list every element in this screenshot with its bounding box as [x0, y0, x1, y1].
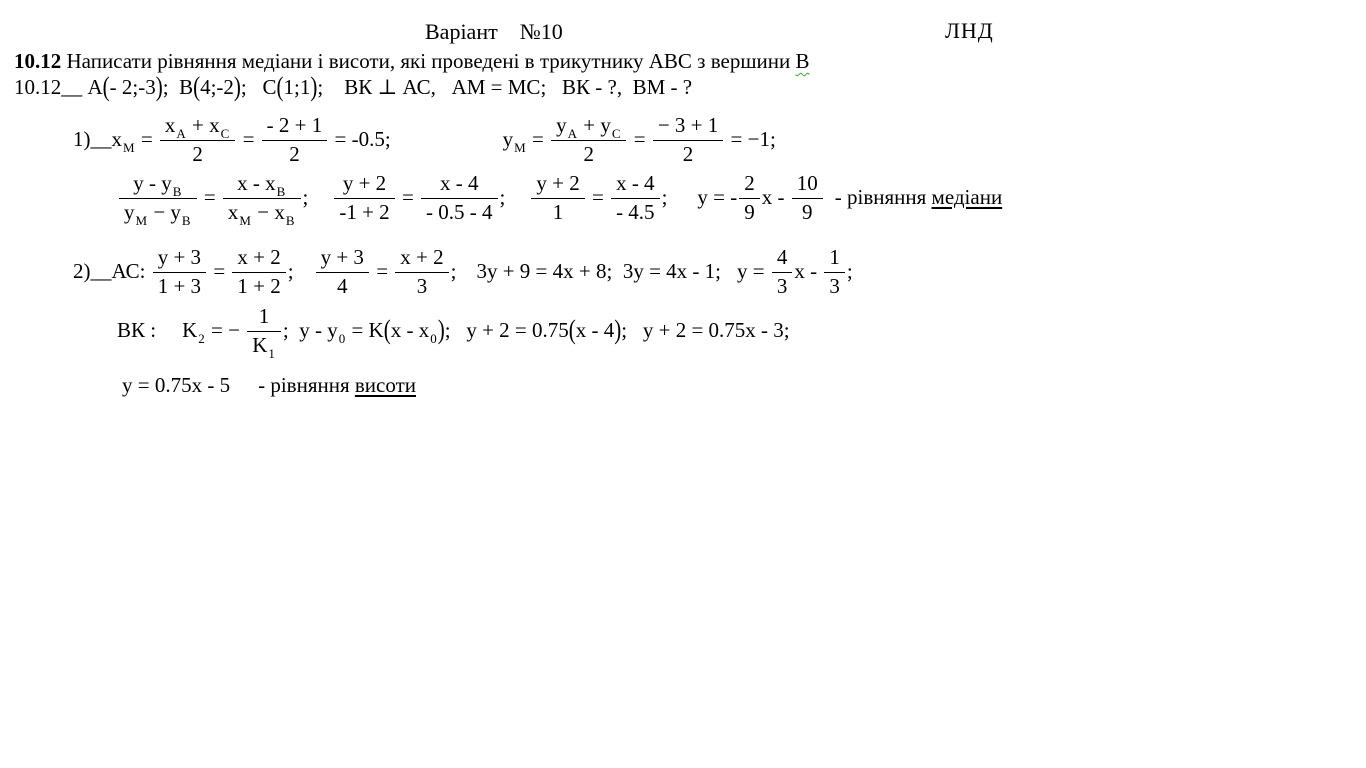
- math-fraction: [792, 172, 823, 224]
- big-paren: ): [437, 313, 445, 346]
- math-sub-base: y: [327, 318, 338, 343]
- math-text: 4: [776, 245, 788, 269]
- math-fraction: [421, 172, 498, 224]
- fraction-denominator: [421, 199, 498, 225]
- math-text: y + 3: [320, 245, 364, 269]
- big-paren: ): [310, 70, 318, 103]
- math-sub-base: K: [252, 332, 268, 357]
- math-text: 9: [802, 199, 813, 224]
- math-text: 1 + 2: [237, 273, 281, 298]
- fraction-numerator: [316, 246, 369, 273]
- fraction-numerator: [551, 114, 626, 141]
- math-subscript: С: [611, 126, 621, 141]
- math-subscript: А: [176, 126, 186, 141]
- math-subscripted: [418, 318, 438, 347]
- math-subscripted: [327, 318, 346, 347]
- fraction-denominator: [153, 273, 206, 299]
- math-fraction: [223, 171, 301, 228]
- math-text: - 0.5 - 4: [426, 199, 493, 224]
- math-text: 1: [829, 245, 840, 269]
- math-text: y + 2: [342, 171, 387, 195]
- problem-statement-line: [14, 49, 809, 74]
- fraction-numerator: [395, 246, 448, 273]
- math-text: −: [251, 199, 275, 224]
- variant-title: Варіант №10: [425, 19, 563, 44]
- math-fraction: [232, 246, 285, 298]
- fraction-numerator: [824, 246, 845, 273]
- math-text: = -0.5;: [329, 127, 391, 152]
- math-text: x - 4: [616, 171, 655, 195]
- math-subscript: С: [220, 126, 230, 141]
- math-subscripted: [556, 113, 578, 141]
- math-sub-base: y: [600, 113, 611, 137]
- math-fraction: [824, 246, 845, 298]
- math-subscript: М: [239, 212, 251, 228]
- math-text: 1): [73, 127, 91, 152]
- math-text: 10: [796, 171, 818, 195]
- math-fraction: [739, 172, 760, 224]
- fraction-denominator: [160, 141, 235, 167]
- math-text: =: [370, 259, 394, 284]
- math-text: 2: [744, 171, 755, 195]
- fraction-denominator: [232, 273, 285, 299]
- math-text: x -: [761, 185, 790, 210]
- height-equation-result: [122, 374, 416, 398]
- math-sub-base: x: [274, 199, 285, 224]
- math-fraction: [316, 246, 369, 298]
- math-fraction: [334, 172, 394, 224]
- math-text: ; С: [240, 75, 277, 99]
- fraction-denominator: [316, 273, 369, 299]
- fraction-numerator: [247, 305, 281, 332]
- fraction-denominator: [262, 141, 328, 167]
- fraction-numerator: [772, 246, 793, 273]
- fraction-denominator: [772, 273, 793, 299]
- fraction-numerator: [232, 246, 285, 273]
- math-fraction: [531, 172, 584, 224]
- spacer: [156, 331, 182, 332]
- fraction-numerator: [153, 246, 206, 273]
- math-text: =: [526, 127, 550, 152]
- step2-line-ac-equation: [73, 246, 853, 298]
- fraction-numerator: [611, 172, 660, 199]
- fraction-denominator: [824, 273, 845, 299]
- math-text: ; ВК ⊥ АС, АМ = МС; ВК - ?, ВМ - ?: [317, 75, 693, 99]
- math-sub-base: x: [227, 199, 239, 224]
- math-sub-base: x: [418, 318, 430, 343]
- step1-median-equation: [117, 171, 1003, 228]
- math-text: = −1;: [725, 127, 776, 152]
- math-text: 1 + 3: [157, 273, 202, 298]
- big-paren: ): [155, 70, 163, 103]
- math-subscript: В: [285, 212, 295, 228]
- math-sub-base: y: [170, 199, 181, 224]
- math-subscript: В: [181, 212, 191, 228]
- fraction-numerator: [739, 172, 760, 199]
- math-text: - рівняння: [834, 185, 932, 210]
- math-subscript: 0: [338, 331, 346, 347]
- math-text: 3: [416, 273, 428, 298]
- given-data-line: [14, 70, 693, 103]
- big-paren: (: [276, 70, 284, 103]
- math-text: 2: [289, 141, 300, 166]
- math-fraction: [160, 114, 235, 166]
- math-text: 10.12: [14, 75, 62, 99]
- math-sub-base: K: [182, 318, 198, 343]
- math-text: __: [61, 75, 83, 99]
- math-subscript: 2: [198, 331, 205, 347]
- math-text: 1: [552, 199, 564, 224]
- math-text: ;: [302, 185, 309, 210]
- math-fraction: [262, 114, 328, 166]
- math-text: ; y + 2 = 0.75: [444, 318, 569, 343]
- math-text: 1;1: [283, 75, 311, 99]
- org-label: ЛНД: [945, 18, 994, 43]
- math-text: x - 4: [575, 318, 615, 343]
- math-subscript: М: [514, 140, 526, 156]
- math-text: ;: [499, 185, 506, 210]
- math-text: = K: [346, 318, 384, 343]
- math-text: =: [198, 185, 221, 210]
- fraction-numerator: [160, 114, 235, 141]
- math-subscript: В: [276, 184, 286, 199]
- math-text: ;: [661, 185, 668, 210]
- math-text: ВК :: [117, 318, 157, 343]
- math-sub-base: x: [209, 113, 220, 137]
- math-fraction: [395, 246, 448, 298]
- math-text: __: [90, 127, 112, 152]
- math-subscripted: [252, 332, 276, 361]
- fraction-denominator: [223, 199, 301, 228]
- math-sub-base: x: [164, 113, 176, 137]
- fraction-denominator: [739, 199, 760, 225]
- fraction-numerator: [119, 172, 197, 199]
- spacer: [456, 272, 476, 273]
- big-paren: ): [614, 313, 622, 346]
- big-paren: (: [383, 313, 391, 346]
- math-fraction: [611, 172, 660, 224]
- fraction-denominator: [792, 199, 823, 225]
- math-text: -1 + 2: [339, 199, 390, 224]
- spacer: [505, 198, 529, 199]
- math-text: −: [148, 199, 171, 224]
- math-fraction: [153, 246, 206, 298]
- math-text: +: [186, 113, 210, 137]
- math-subscript: 1: [268, 345, 275, 361]
- fraction-numerator: [531, 172, 584, 199]
- math-text: y + 2: [536, 171, 580, 195]
- math-text: ; В: [162, 75, 194, 99]
- math-subscripted: [227, 199, 252, 228]
- math-text: 2: [682, 141, 694, 166]
- math-text: 3: [776, 273, 788, 298]
- math-text: 3: [829, 273, 840, 298]
- math-text: x -: [390, 318, 419, 343]
- fraction-denominator: [611, 199, 660, 225]
- math-text: =: [628, 127, 651, 152]
- math-text: y + 3: [157, 245, 202, 269]
- fraction-numerator: [262, 114, 328, 141]
- math-text: x + 2: [400, 245, 444, 269]
- math-text: =: [396, 185, 420, 210]
- math-fraction: [551, 114, 626, 166]
- math-text: =: [586, 185, 610, 210]
- math-subscripted: [161, 171, 182, 199]
- math-text: - рівняння: [258, 373, 355, 397]
- spacer: [294, 272, 314, 273]
- math-text: y =: [737, 259, 770, 284]
- math-text: x -: [794, 259, 823, 284]
- fraction-numerator: [334, 172, 394, 199]
- spacer: [825, 198, 835, 199]
- problem-number: 10.12: [14, 49, 62, 73]
- step1-midpoint-coordinates: [73, 114, 776, 166]
- math-text: ; y + 2 = 0.75x - 3;: [621, 318, 790, 343]
- math-subscripted: [164, 113, 187, 141]
- math-subscript: 0: [430, 331, 437, 347]
- fraction-numerator: [653, 114, 723, 141]
- spacer: [391, 140, 503, 141]
- spacer: [721, 272, 737, 273]
- math-text: - 2;-3: [109, 75, 156, 99]
- math-subscript: М: [123, 140, 135, 156]
- math-text: 2): [73, 259, 91, 284]
- math-text: 3y + 9 = 4x + 8; 3y = 4x - 1;: [476, 259, 722, 284]
- math-text: x + 2: [237, 245, 281, 269]
- fraction-denominator: [334, 199, 394, 225]
- math-text: ;: [287, 259, 294, 284]
- math-text: 2: [192, 141, 203, 166]
- math-text: − 3 + 1: [657, 113, 719, 137]
- math-text: А: [82, 75, 103, 99]
- math-sub-base: y: [124, 199, 135, 224]
- big-paren: (: [102, 70, 110, 103]
- fraction-denominator: [653, 141, 723, 167]
- math-subscript: М: [135, 212, 148, 228]
- step2-height-bk-equation: [117, 304, 790, 361]
- fraction-denominator: [395, 273, 448, 299]
- fraction-numerator: [421, 172, 498, 199]
- underlined-term: висоти: [354, 373, 416, 397]
- big-paren: (: [193, 70, 201, 103]
- fraction-denominator: [551, 141, 626, 167]
- math-text: __: [90, 259, 112, 284]
- math-text: x - 4: [440, 171, 479, 195]
- math-text: - 2 + 1: [266, 113, 323, 137]
- math-text: 4;-2: [200, 75, 234, 99]
- math-text: 1: [258, 304, 270, 328]
- math-subscripted: [600, 113, 621, 141]
- math-text: 2: [583, 141, 595, 166]
- math-text: 9: [744, 199, 755, 224]
- math-sub-base: x: [111, 127, 122, 152]
- math-subscripted: [502, 127, 527, 156]
- big-paren: (: [568, 313, 576, 346]
- math-fraction: [653, 114, 723, 166]
- fraction-denominator: [119, 199, 197, 228]
- math-sub-base: y: [502, 127, 514, 152]
- math-subscripted: [111, 127, 136, 156]
- math-sub-base: y: [556, 113, 567, 137]
- math-subscripted: [265, 171, 286, 199]
- math-subscripted: [274, 199, 295, 228]
- fraction-numerator: [223, 172, 301, 199]
- math-fraction: [772, 246, 793, 298]
- math-text: y = -: [697, 185, 738, 210]
- problem-statement: Написати рівняння медіани і висоти, які проведені в трикутнику АВС з вершини: [61, 49, 796, 73]
- fraction-denominator: [531, 199, 584, 225]
- spacer: [667, 198, 697, 199]
- math-text: = −: [205, 318, 246, 343]
- math-text: =: [135, 127, 158, 152]
- math-text: y -: [133, 171, 162, 195]
- math-sub-base: y: [161, 171, 172, 195]
- spacer: [230, 385, 258, 386]
- math-text: +: [577, 113, 601, 137]
- math-text: =: [237, 127, 260, 152]
- math-subscripted: [209, 113, 230, 141]
- math-subscripted: [182, 318, 206, 347]
- math-text: ;: [450, 259, 457, 284]
- big-paren: ): [233, 70, 241, 103]
- math-subscript: В: [172, 184, 182, 199]
- math-text: - 4.5: [616, 199, 655, 224]
- math-fraction: [119, 171, 197, 228]
- math-text: y = 0.75x - 5: [122, 373, 231, 397]
- problem-statement-last-word: В: [795, 49, 810, 73]
- math-text: ;: [846, 259, 853, 284]
- spacer: [308, 198, 332, 199]
- math-subscripted: [124, 199, 148, 228]
- math-text: ; y -: [282, 318, 328, 343]
- math-text: x -: [237, 171, 266, 195]
- math-text: =: [208, 259, 231, 284]
- math-text: 4: [337, 273, 348, 298]
- fraction-numerator: [792, 172, 823, 199]
- math-fraction: [247, 304, 281, 361]
- fraction-denominator: [247, 332, 281, 361]
- underlined-term: медіани: [931, 185, 1003, 210]
- math-subscripted: [170, 199, 191, 228]
- math-sub-base: x: [265, 171, 276, 195]
- math-text: АС:: [111, 259, 151, 284]
- math-subscript: А: [567, 126, 577, 141]
